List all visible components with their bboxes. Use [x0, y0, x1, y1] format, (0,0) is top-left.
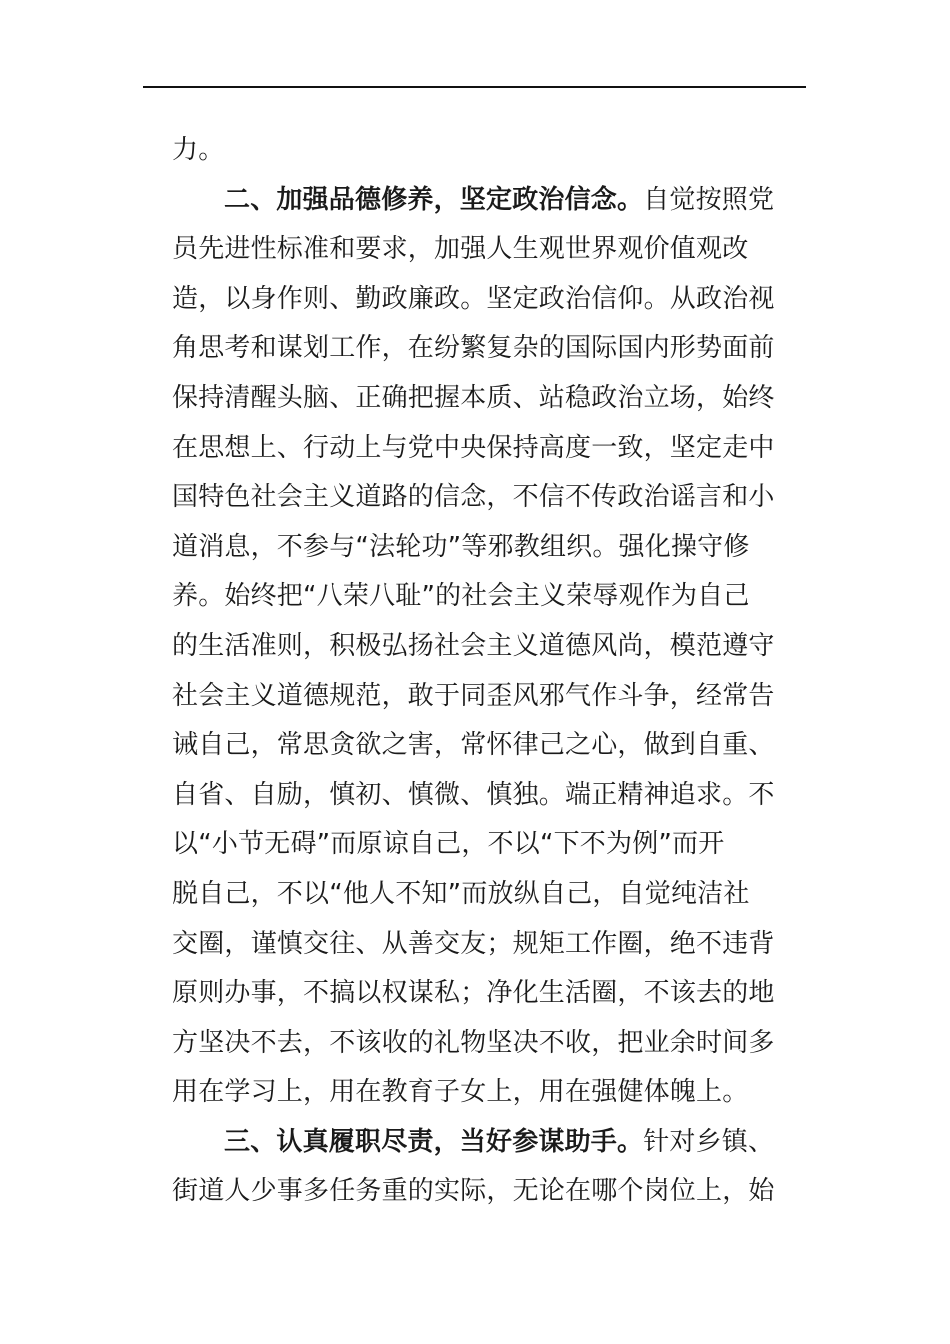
text-line: 以“小节无碍”而原谅自己，不以“下不为例”而开: [172, 829, 725, 860]
text-line: 街道人少事多任务重的实际，无论在哪个岗位上，始: [172, 1176, 775, 1207]
text-line: 脱自己，不以“他人不知”而放纵自己，自觉纯洁社: [172, 878, 750, 909]
section-3-first-line: [172, 1118, 775, 1168]
text-line: 保持清醒头脑、正确把握本质、站稳政治立场，始终: [172, 382, 775, 413]
text-line: 角思考和谋划工作，在纷繁复杂的国际国内形势面前: [172, 333, 775, 364]
text-line: 力。: [172, 135, 225, 165]
text-line: 的生活准则，积极弘扬社会主义道德风尚，模范遵守: [172, 630, 775, 661]
text-line: 员先进性标准和要求，加强人生观世界观价值观改: [172, 234, 749, 265]
text-line: 诫自己，常思贪欲之害，常怀律己之心，做到自重、: [172, 730, 775, 761]
section-3-heading: 三、认真履职尽责，当好参谋助手。: [224, 1126, 644, 1157]
section-2-first-line: [172, 176, 775, 226]
text-line: 用在学习上，用在教育子女上，用在强健体魄上。: [172, 1077, 749, 1108]
text-line: 道消息，不参与“法轮功”等邪教组织。强化操守修: [172, 531, 750, 562]
text-line: 造，以身作则、勤政廉政。坚定政治信仰。从政治视: [172, 283, 775, 314]
section-3-tail: 针对乡镇、: [643, 1126, 775, 1157]
header-rule: [143, 86, 806, 88]
section-2-tail: 自觉按照党: [643, 184, 775, 215]
text-line: 社会主义道德规范，敢于同歪风邪气作斗争，经常告: [172, 680, 775, 711]
text-line: 在思想上、行动上与党中央保持高度一致，坚定走中: [172, 432, 775, 463]
text-line: 交圈，谨慎交往、从善交友；规矩工作圈，绝不违背: [172, 928, 775, 959]
text-line: 方坚决不去，不该收的礼物坚决不收，把业余时间多: [172, 1027, 775, 1058]
text-line: 养。始终把“八荣八耻”的社会主义荣辱观作为自己: [172, 581, 750, 612]
text-line: 原则办事，不搞以权谋私；净化生活圈，不该去的地: [172, 978, 775, 1009]
body-text: [172, 126, 775, 1217]
section-2-heading: 二、加强品德修养，坚定政治信念。: [224, 184, 644, 215]
text-line: 自省、自励，慎初、慎微、慎独。端正精神追求。不: [172, 779, 775, 810]
text-line: 国特色社会主义道路的信念，不信不传政治谣言和小: [172, 482, 775, 513]
